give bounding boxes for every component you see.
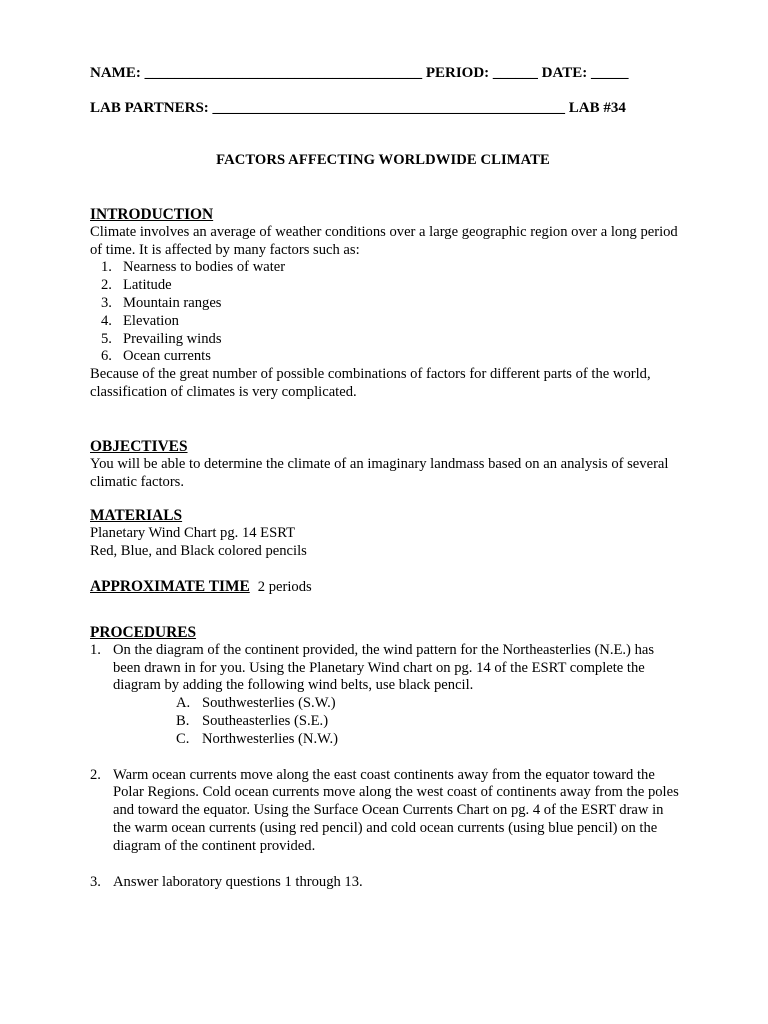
- list-item: 5. Prevailing winds: [101, 330, 222, 347]
- wind-belt-item: A. Southwesterlies (S.W.): [176, 695, 336, 712]
- document-title: FACTORS AFFECTING WORLDWIDE CLIMATE: [216, 152, 550, 168]
- objectives-text: You will be able to determine the climate of an imaginary landmass based on an analysis of several climatic factors.: [90, 455, 669, 490]
- factor-label: Ocean currents: [123, 348, 211, 365]
- procedure-step: [90, 874, 680, 892]
- materials-heading: MATERIALS: [90, 507, 183, 525]
- step-number: 2.: [90, 766, 101, 783]
- introduction-closing: Because of the great number of possible combinations of factors for different parts of the world, classification of climates is very complicated.: [90, 366, 651, 400]
- lab-partners-line: LAB PARTNERS: _______________________________________________ LAB #34: [90, 100, 626, 116]
- wind-belt-item: C. Northwesterlies (N.W.): [176, 730, 339, 747]
- list-item: 6. Ocean currents: [101, 348, 211, 365]
- approximate-time-heading: APPROXIMATE TIME: [90, 577, 250, 595]
- wind-belt-label: Southwesterlies (S.W.): [202, 695, 336, 712]
- step-number: 1.: [90, 641, 101, 658]
- list-item: 1. Nearness to bodies of water: [101, 259, 286, 276]
- procedure-step: [90, 642, 680, 695]
- wind-belt-label: Northwesterlies (N.W.): [202, 730, 339, 747]
- approximate-time-value: 2 periods: [257, 578, 312, 595]
- factor-label: Prevailing winds: [123, 330, 222, 347]
- step-text: On the diagram of the continent provided, the wind pattern for the Northeasterlies (N.E.) has been drawn in for you. Using the Planetary Wind chart on pg. 14 of the ESRT complete the diagram by adding the following wind belts, use black pencil.: [113, 641, 655, 694]
- list-item: 3. Mountain ranges: [101, 294, 222, 311]
- factor-label: Latitude: [123, 277, 172, 294]
- worksheet-page: [90, 64, 690, 891]
- step-number: 3.: [90, 873, 101, 890]
- factor-label: Elevation: [123, 312, 179, 329]
- climate-factors-list: [90, 259, 690, 366]
- list-item: 2. Latitude: [101, 277, 172, 294]
- name-period-date-line: NAME: _____________________________________ PERIOD: ______ DATE: _____: [90, 65, 629, 81]
- list-item: 4. Elevation: [101, 312, 179, 329]
- introduction-text: Climate involves an average of weather conditions over a large geographic region over a long period of time. It is affected by many factors such as:: [90, 223, 678, 258]
- wind-belt-item: B. Southeasterlies (S.E.): [176, 712, 329, 729]
- approximate-time-row: [90, 578, 690, 597]
- wind-belt-label: Southeasterlies (S.E.): [202, 712, 329, 729]
- step-text: Answer laboratory questions 1 through 13.: [113, 873, 363, 890]
- factor-label: Mountain ranges: [123, 294, 222, 311]
- introduction-heading: INTRODUCTION: [90, 205, 214, 223]
- materials-item: Red, Blue, and Black colored pencils: [90, 543, 307, 560]
- materials-item: Planetary Wind Chart pg. 14 ESRT: [90, 525, 295, 542]
- objectives-heading: OBJECTIVES: [90, 437, 188, 455]
- procedure-step: [90, 767, 680, 856]
- factor-label: Nearness to bodies of water: [123, 259, 286, 276]
- procedures-heading: PROCEDURES: [90, 623, 197, 641]
- step-text: Warm ocean currents move along the east coast continents away from the equator toward the Polar Regions. Cold ocean currents move along the west coast of continents away from the poles and toward the equator. Using the Surface Ocean Currents Chart on pg. 4 of the ESRT draw in the warm ocean currents (using red pencil) and cold ocean currents (using blue pencil) on the diagram of the continent provided.: [113, 766, 679, 854]
